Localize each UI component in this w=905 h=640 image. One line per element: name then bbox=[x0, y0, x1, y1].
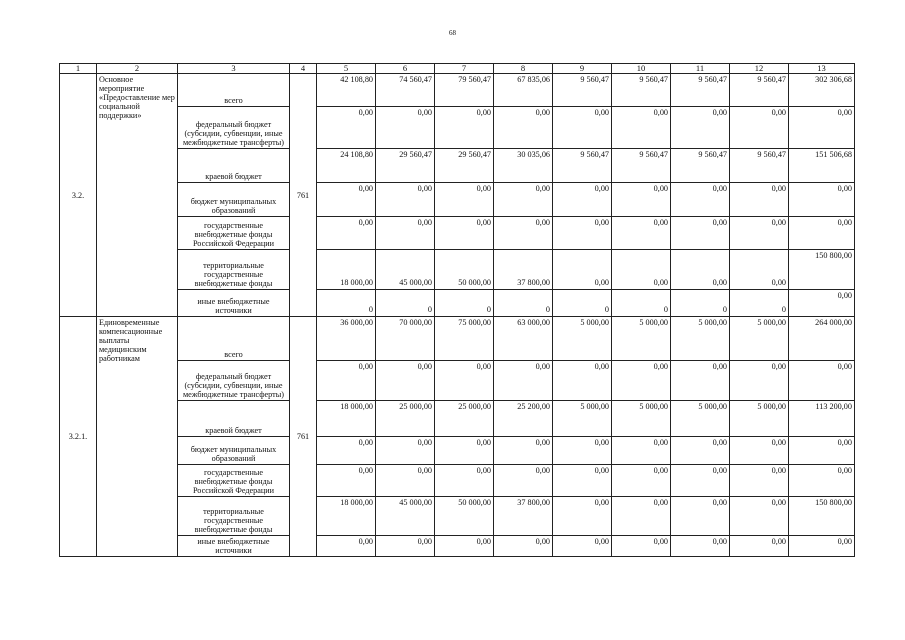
value-cell: 0,00 bbox=[730, 107, 789, 149]
value-cell: 0,00 bbox=[494, 536, 553, 557]
header-cell: 2 bbox=[97, 64, 178, 74]
header-cell: 11 bbox=[671, 64, 730, 74]
value-cell: 0,00 bbox=[612, 437, 671, 465]
value-cell: 0 bbox=[612, 290, 671, 317]
value-cell: 9 560,47 bbox=[612, 149, 671, 183]
value-cell: 0,00 bbox=[376, 437, 435, 465]
table-row bbox=[60, 536, 855, 557]
value-cell: 0,00 bbox=[376, 465, 435, 497]
value-cell: 0,00 bbox=[376, 183, 435, 217]
table-row bbox=[60, 437, 855, 465]
value-cell: 0 bbox=[494, 290, 553, 317]
funding-source: территориальные государственные внебюджетные фонды bbox=[178, 250, 290, 290]
value-cell: 0,00 bbox=[553, 437, 612, 465]
value-cell: 302 306,68 bbox=[789, 74, 855, 107]
table-row bbox=[60, 107, 855, 149]
header-cell: 6 bbox=[376, 64, 435, 74]
value-cell: 0,00 bbox=[435, 107, 494, 149]
table-row bbox=[60, 497, 855, 536]
value-cell: 150 800,00 bbox=[789, 250, 855, 290]
value-cell: 0,00 bbox=[730, 497, 789, 536]
value-cell: 0,00 bbox=[789, 437, 855, 465]
value-cell: 63 000,00 bbox=[494, 317, 553, 361]
value-cell: 0,00 bbox=[494, 183, 553, 217]
value-cell: 25 000,00 bbox=[435, 401, 494, 437]
value-cell: 0,00 bbox=[789, 361, 855, 401]
funding-source: краевой бюджет bbox=[178, 149, 290, 183]
header-cell: 10 bbox=[612, 64, 671, 74]
table-row bbox=[60, 317, 855, 361]
header-cell: 4 bbox=[290, 64, 317, 74]
value-cell: 0,00 bbox=[789, 536, 855, 557]
header-cell: 8 bbox=[494, 64, 553, 74]
table-row bbox=[60, 74, 855, 107]
funding-source: иные внебюджетные источники bbox=[178, 290, 290, 317]
value-cell: 0,00 bbox=[317, 107, 376, 149]
header-cell: 3 bbox=[178, 64, 290, 74]
value-cell: 75 000,00 bbox=[435, 317, 494, 361]
value-cell: 42 108,80 bbox=[317, 74, 376, 107]
value-cell: 29 560,47 bbox=[376, 149, 435, 183]
value-cell: 9 560,47 bbox=[730, 149, 789, 183]
funding-source: бюджет муниципальных образований bbox=[178, 183, 290, 217]
value-cell: 151 506,68 bbox=[789, 149, 855, 183]
funding-source: федеральный бюджет (субсидии, субвенции, иные межбюджетные трансферты) bbox=[178, 361, 290, 401]
table-row bbox=[60, 217, 855, 250]
value-cell: 0,00 bbox=[612, 497, 671, 536]
value-cell: 0,00 bbox=[317, 437, 376, 465]
value-cell: 0,00 bbox=[671, 536, 730, 557]
value-cell: 0,00 bbox=[317, 183, 376, 217]
activity-name: Единовременные компенсационные выплаты медицинским работникам bbox=[97, 317, 178, 557]
value-cell: 0,00 bbox=[317, 361, 376, 401]
value-cell: 0,00 bbox=[671, 183, 730, 217]
value-cell: 0 bbox=[730, 290, 789, 317]
value-cell: 37 800,00 bbox=[494, 250, 553, 290]
value-cell: 0,00 bbox=[435, 465, 494, 497]
value-cell: 0 bbox=[435, 290, 494, 317]
value-cell: 5 000,00 bbox=[671, 317, 730, 361]
budget-code: 761 bbox=[290, 74, 317, 317]
funding-source: государственные внебюджетные фонды Российской Федерации bbox=[178, 465, 290, 497]
value-cell: 0,00 bbox=[612, 107, 671, 149]
value-cell: 29 560,47 bbox=[435, 149, 494, 183]
value-cell: 0,00 bbox=[789, 290, 855, 317]
value-cell: 36 000,00 bbox=[317, 317, 376, 361]
value-cell: 0,00 bbox=[730, 361, 789, 401]
header-cell: 7 bbox=[435, 64, 494, 74]
value-cell: 5 000,00 bbox=[612, 401, 671, 437]
value-cell: 67 835,06 bbox=[494, 74, 553, 107]
value-cell: 0,00 bbox=[730, 250, 789, 290]
value-cell: 0,00 bbox=[435, 536, 494, 557]
value-cell: 0,00 bbox=[789, 107, 855, 149]
value-cell: 25 000,00 bbox=[376, 401, 435, 437]
value-cell: 0,00 bbox=[730, 536, 789, 557]
value-cell: 0,00 bbox=[553, 217, 612, 250]
value-cell: 9 560,47 bbox=[671, 74, 730, 107]
value-cell: 0,00 bbox=[553, 183, 612, 217]
value-cell: 0,00 bbox=[553, 107, 612, 149]
value-cell: 0,00 bbox=[317, 217, 376, 250]
page-number: 68 bbox=[449, 29, 456, 37]
table-row bbox=[60, 401, 855, 437]
value-cell: 0,00 bbox=[376, 361, 435, 401]
value-cell: 264 000,00 bbox=[789, 317, 855, 361]
value-cell: 0,00 bbox=[376, 536, 435, 557]
value-cell: 0,00 bbox=[435, 361, 494, 401]
value-cell: 0,00 bbox=[671, 437, 730, 465]
table-row bbox=[60, 465, 855, 497]
budget-code: 761 bbox=[290, 317, 317, 557]
value-cell: 0,00 bbox=[494, 361, 553, 401]
value-cell: 0,00 bbox=[730, 183, 789, 217]
value-cell: 0,00 bbox=[494, 437, 553, 465]
value-cell: 113 200,00 bbox=[789, 401, 855, 437]
value-cell: 0,00 bbox=[553, 497, 612, 536]
value-cell: 0,00 bbox=[730, 465, 789, 497]
value-cell: 5 000,00 bbox=[730, 401, 789, 437]
value-cell: 0,00 bbox=[376, 217, 435, 250]
funding-source: иные внебюджетные источники bbox=[178, 536, 290, 557]
header-cell: 9 bbox=[553, 64, 612, 74]
header-cell: 13 bbox=[789, 64, 855, 74]
value-cell: 0,00 bbox=[612, 465, 671, 497]
value-cell: 5 000,00 bbox=[612, 317, 671, 361]
value-cell: 5 000,00 bbox=[553, 317, 612, 361]
value-cell: 0,00 bbox=[317, 536, 376, 557]
budget-table bbox=[59, 63, 855, 557]
value-cell: 45 000,00 bbox=[376, 250, 435, 290]
table-row bbox=[60, 250, 855, 290]
header-cell: 5 bbox=[317, 64, 376, 74]
value-cell: 0,00 bbox=[671, 361, 730, 401]
value-cell: 50 000,00 bbox=[435, 250, 494, 290]
value-cell: 0,00 bbox=[612, 217, 671, 250]
value-cell: 0,00 bbox=[612, 536, 671, 557]
row-index: 3.2. bbox=[60, 74, 97, 317]
funding-source: территориальные государственные внебюджетные фонды bbox=[178, 497, 290, 536]
value-cell: 0,00 bbox=[612, 183, 671, 217]
value-cell: 9 560,47 bbox=[612, 74, 671, 107]
value-cell: 25 200,00 bbox=[494, 401, 553, 437]
header-cell: 12 bbox=[730, 64, 789, 74]
value-cell: 0,00 bbox=[612, 361, 671, 401]
value-cell: 0,00 bbox=[671, 250, 730, 290]
row-index: 3.2.1. bbox=[60, 317, 97, 557]
value-cell: 0,00 bbox=[494, 107, 553, 149]
value-cell: 0 bbox=[553, 290, 612, 317]
header-cell: 1 bbox=[60, 64, 97, 74]
funding-source: государственные внебюджетные фонды Российской Федерации bbox=[178, 217, 290, 250]
value-cell: 18 000,00 bbox=[317, 401, 376, 437]
value-cell: 9 560,47 bbox=[553, 149, 612, 183]
value-cell: 5 000,00 bbox=[730, 317, 789, 361]
value-cell: 0,00 bbox=[435, 183, 494, 217]
value-cell: 0 bbox=[317, 290, 376, 317]
header-row bbox=[60, 64, 855, 74]
table-row bbox=[60, 149, 855, 183]
value-cell: 0,00 bbox=[553, 465, 612, 497]
value-cell: 0,00 bbox=[553, 536, 612, 557]
value-cell: 45 000,00 bbox=[376, 497, 435, 536]
value-cell: 79 560,47 bbox=[435, 74, 494, 107]
value-cell: 150 800,00 bbox=[789, 497, 855, 536]
value-cell: 30 035,06 bbox=[494, 149, 553, 183]
value-cell: 5 000,00 bbox=[671, 401, 730, 437]
value-cell: 5 000,00 bbox=[553, 401, 612, 437]
value-cell: 50 000,00 bbox=[435, 497, 494, 536]
funding-source: бюджет муниципальных образований bbox=[178, 437, 290, 465]
value-cell: 0,00 bbox=[671, 465, 730, 497]
value-cell: 0,00 bbox=[435, 437, 494, 465]
value-cell: 0,00 bbox=[789, 217, 855, 250]
value-cell: 9 560,47 bbox=[671, 149, 730, 183]
value-cell: 0 bbox=[671, 290, 730, 317]
value-cell: 70 000,00 bbox=[376, 317, 435, 361]
value-cell: 24 108,80 bbox=[317, 149, 376, 183]
value-cell: 74 560,47 bbox=[376, 74, 435, 107]
value-cell: 0,00 bbox=[553, 250, 612, 290]
value-cell: 0,00 bbox=[376, 107, 435, 149]
value-cell: 0,00 bbox=[435, 217, 494, 250]
value-cell: 9 560,47 bbox=[730, 74, 789, 107]
value-cell: 0,00 bbox=[553, 361, 612, 401]
funding-source: краевой бюджет bbox=[178, 401, 290, 437]
value-cell: 18 000,00 bbox=[317, 250, 376, 290]
activity-name: Основное мероприятие «Предоставление мер социальной поддержки» bbox=[97, 74, 178, 317]
value-cell: 37 800,00 bbox=[494, 497, 553, 536]
table-row bbox=[60, 290, 855, 317]
value-cell: 0,00 bbox=[789, 465, 855, 497]
value-cell: 0,00 bbox=[494, 465, 553, 497]
value-cell: 0,00 bbox=[671, 107, 730, 149]
funding-source: всего bbox=[178, 317, 290, 361]
value-cell: 0,00 bbox=[317, 465, 376, 497]
value-cell: 0 bbox=[376, 290, 435, 317]
table-row bbox=[60, 361, 855, 401]
value-cell: 0,00 bbox=[730, 437, 789, 465]
value-cell: 18 000,00 bbox=[317, 497, 376, 536]
funding-source: всего bbox=[178, 74, 290, 107]
value-cell: 0,00 bbox=[612, 250, 671, 290]
value-cell: 9 560,47 bbox=[553, 74, 612, 107]
value-cell: 0,00 bbox=[789, 183, 855, 217]
table-row bbox=[60, 183, 855, 217]
value-cell: 0,00 bbox=[671, 497, 730, 536]
value-cell: 0,00 bbox=[730, 217, 789, 250]
value-cell: 0,00 bbox=[494, 217, 553, 250]
value-cell: 0,00 bbox=[671, 217, 730, 250]
funding-source: федеральный бюджет (субсидии, субвенции, иные межбюджетные трансферты) bbox=[178, 107, 290, 149]
